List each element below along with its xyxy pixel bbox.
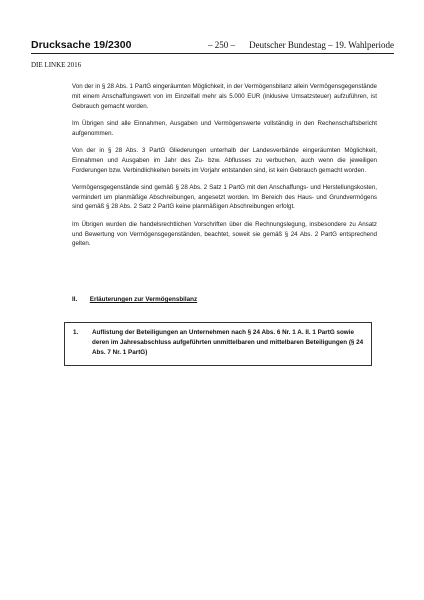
parliament-period: Deutscher Bundestag – 19. Wahlperiode (249, 40, 394, 50)
subsection-title: Auflistung der Beteiligungen an Unternehmen nach § 24 Abs. 6 Nr. 1 A. II. 1 PartG sowie deren im Jahresabschluss aufgeführten unmittelbaren und mittelbaren Beteiligungen (§ 24 Abs. 7 Nr. 1 PartG) (92, 329, 364, 356)
paragraph-cash-basis: Von der in § 28 Abs. 3 PartG Gliederungen unterhalb der Landesverbände eingeräumten Möglichkeit, Einnahmen und Ausgaben im Jahr des Zu- bzw. Abflusses zu verbuchen, auch wenn die jeweiligen Forderungen bzw. Verbindlichkeiten bereits im Vorjahr entstanden sind, ist kein Gebrauch gemacht worden. (72, 146, 377, 174)
section-number: II. (72, 296, 78, 303)
section-title: Erläuterungen zur Vermögensbilanz (89, 296, 198, 303)
document-reference: Drucksache 19/2300 (31, 39, 132, 51)
paragraph-completeness: Im Übrigen sind alle Einnahmen, Ausgaben und Vermögenswerte vollständig in den Rechenschaftsbericht aufgenommen. (72, 119, 377, 137)
subsection-number: 1. (73, 329, 79, 336)
paragraph-accounting-rules: Im Übrigen wurden die handelsrechtlichen Vorschriften über die Rechnungslegung, insbesondere zu Ansatz und Bewertung von Vermögensgegenständen, beachtet, soweit sie gemäß § 24 Abs. 2 PartG entsprechend gelten. (72, 220, 377, 248)
paragraph-valuation: Vermögensgegenstände sind gemäß § 28 Abs. 2 Satz 1 PartG mit den Anschaffungs- und Herstellungskosten, vermindert um planmäßige Abschreibungen, angesetzt worden. Im Bereich des Haus- und Grundvermögens sind gemäß § 28 Abs. 2 Satz 2 PartG keine planmäßigen Abschreibungen erfolgt. (72, 183, 377, 211)
subsection-box (64, 322, 372, 366)
party-year-label: DIE LINKE 2016 (31, 61, 82, 69)
page-number: – 250 – (208, 40, 235, 50)
body-text (72, 82, 377, 257)
header-rule (31, 53, 394, 54)
paragraph-asset-threshold: Von der in § 28 Abs. 1 PartG eingeräumten Möglichkeit, in der Vermögensbilanz allein Vermögensgegenstände mit einem Anschaffungswert von im Einzelfall mehr als 5.000 EUR (inklusive Umsatzsteuer) aufzuführen, ist Gebrauch gemacht worden. (72, 83, 377, 110)
page-header (31, 39, 394, 51)
section-heading (72, 295, 197, 304)
